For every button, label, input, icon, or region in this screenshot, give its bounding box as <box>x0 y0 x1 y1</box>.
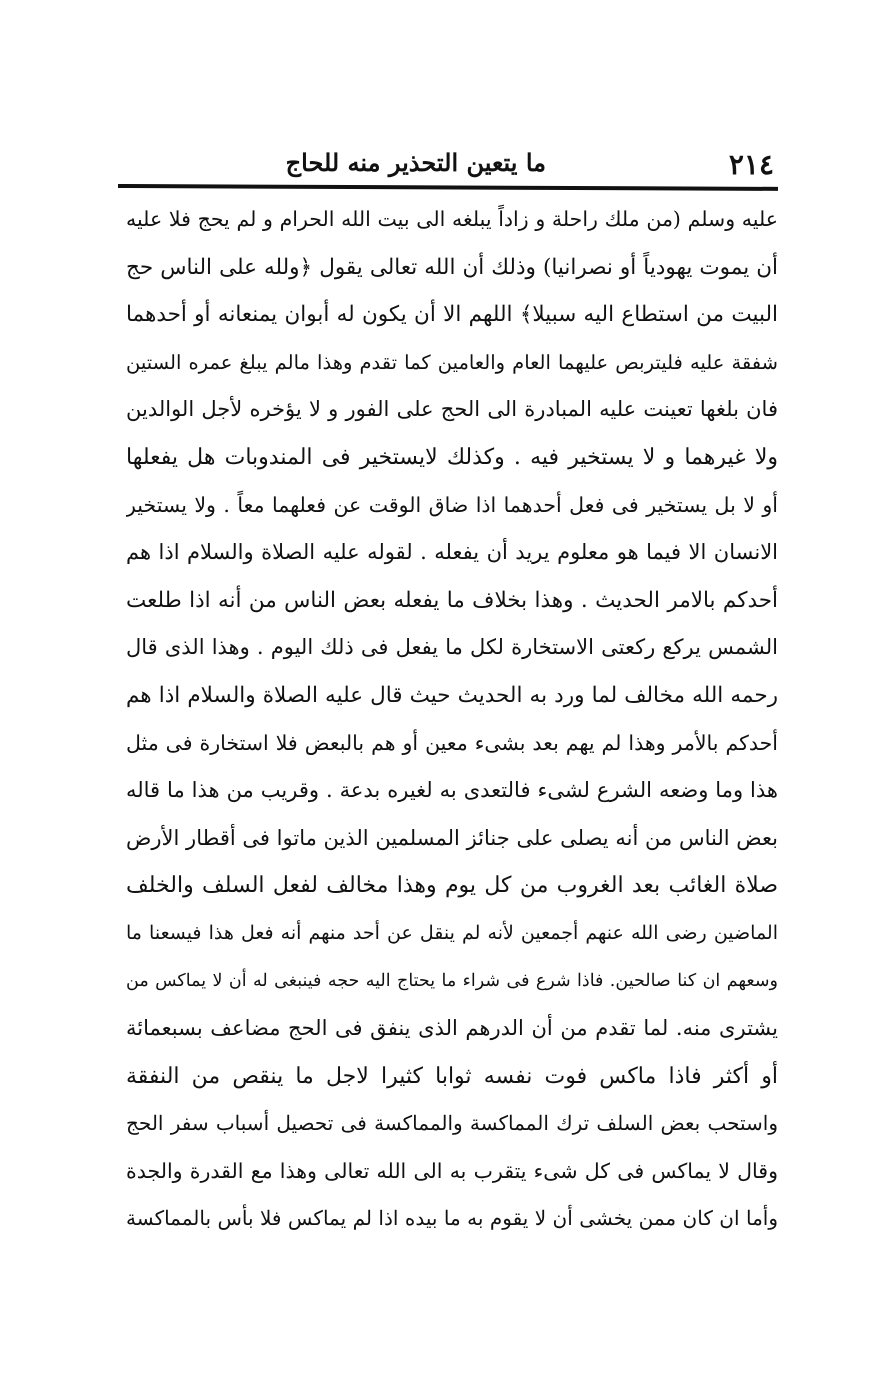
page-number: ٢١٤ <box>728 148 774 181</box>
text-line: أو أكثر فاذا ماكس فوت نفسه ثوابا كثيرا لاجل ما ينقص من النفقة <box>126 1063 778 1089</box>
header-rule <box>118 184 778 191</box>
text-line: أن يموت يهودياً أو نصرانيا) وذلك أن الله تعالى يقول ﴿ولله على الناس حج <box>126 254 778 280</box>
text-line: وقال لا يماكس فى كل شىء يتقرب به الى الله تعالى وهذا مع القدرة والجدة <box>126 1158 778 1183</box>
text-line: أو لا بل يستخير فى فعل أحدهما اذا ضاق الوقت عن فعلهما معاً . ولا يستخير <box>126 492 778 517</box>
text-line: هذا وما وضعه الشرع لشىء فالتعدى به لغيره بدعة . وقريب من هذا ما قاله <box>126 778 778 803</box>
running-title: ما يتعين التحذير منه للحاج <box>285 148 546 177</box>
text-line: أحدكم بالأمر وهذا لم يهم بعد بشىء معين أو هم بالبعض فلا استخارة فى مثل <box>126 730 778 755</box>
text-line: عليه وسلم (من ملك راحلة و زاداً يبلغه الى بيت الله الحرام و لم يحج فلا عليه <box>126 207 778 231</box>
text-line: وسعهم ان كنا صالحين. فاذا شرع فى شراء ما يحتاج اليه حجه فينبغى له أن لا يماكس من <box>126 970 778 991</box>
text-line: رحمه الله مخالف لما ورد به الحديث حيث قال عليه الصلاة والسلام اذا هم <box>126 682 778 708</box>
text-line: البيت من استطاع اليه سبيلا﴾ اللهم الا أن يكون له أبوان يمنعانه أو أحدهما <box>126 302 778 328</box>
text-line: صلاة الغائب بعد الغروب من كل يوم وهذا مخالف لفعل السلف والخلف <box>126 873 778 899</box>
text-line: أحدكم بالامر الحديث . وهذا بخلاف ما يفعله بعض الناس من أنه اذا طلعت <box>126 587 778 613</box>
page-header <box>118 140 774 184</box>
text-line: بعض الناس من أنه يصلى على جنائز المسلمين الذين ماتوا فى أقطار الأرض <box>126 825 778 850</box>
text-line: ولا غيرهما و لا يستخير فيه . وكذلك لايستخير فى المندوبات هل يفعلها <box>126 444 778 470</box>
text-line: شفقة عليه فليتربص عليهما العام والعامين كما تقدم وهذا مالم يبلغ عمره الستين <box>126 350 778 374</box>
text-line: وأما ان كان ممن يخشى أن لا يقوم به ما بيده اذا لم يماكس فلا بأس بالمماكسة <box>126 1206 778 1231</box>
text-line: الانسان الا فيما هو معلوم يريد أن يفعله . لقوله عليه الصلاة والسلام اذا هم <box>126 540 778 565</box>
text-line: الماضين رضى الله عنهم أجمعين لأنه لم ينقل عن أحد منهم أنه فعل هذا فيسعنا ما <box>126 921 778 944</box>
text-line: الشمس يركع ركعتى الاستخارة لكل ما يفعل فى ذلك اليوم . وهذا الذى قال <box>126 635 778 660</box>
text-line: يشترى منه. لما تقدم من أن الدرهم الذى ينفق فى الحج مضاعف بسبعمائة <box>126 1016 778 1041</box>
body-text <box>126 196 778 1243</box>
text-line: واستحب بعض السلف ترك المماكسة والمماكسة فى تحصيل أسباب سفر الحج <box>126 1111 778 1136</box>
text-line: فان بلغها تعينت عليه المبادرة الى الحج على الفور و لا يؤخره لأجل الوالدين <box>126 397 778 422</box>
